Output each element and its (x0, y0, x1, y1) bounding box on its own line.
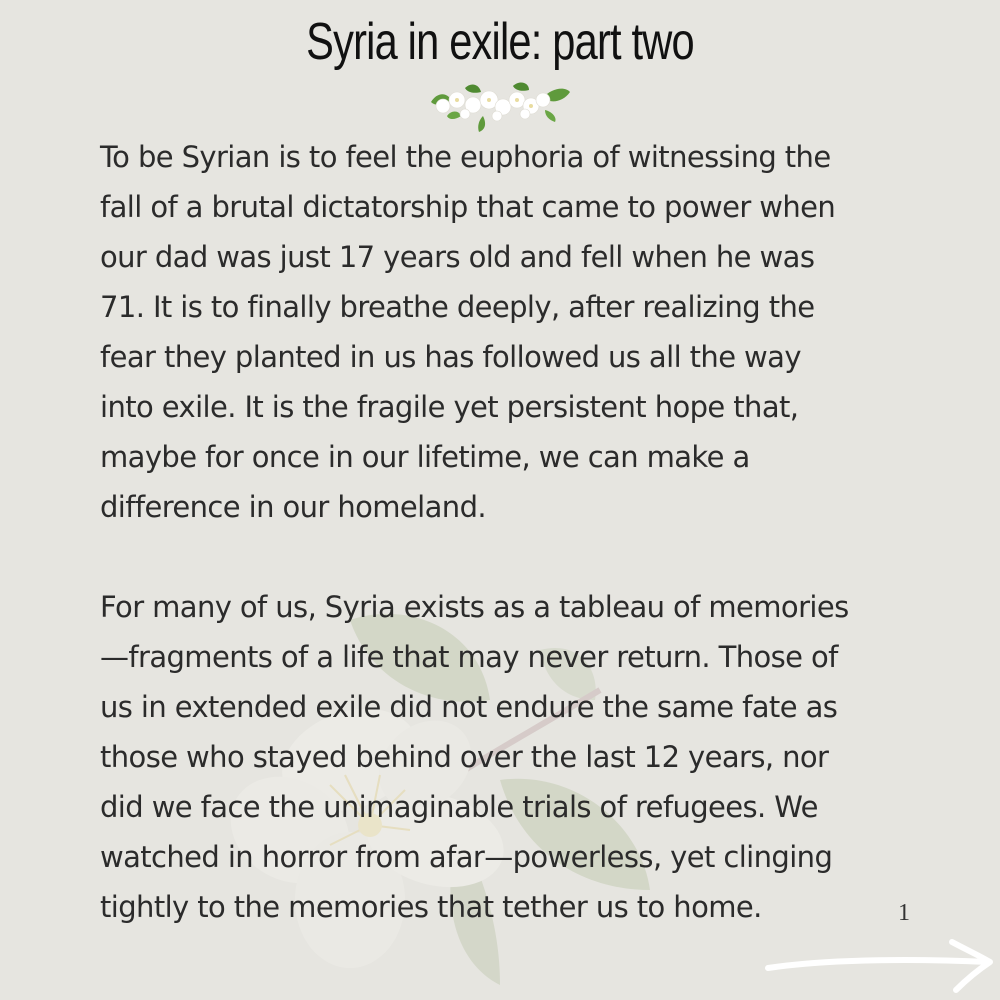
text-line: fear they planted in us has followed us all the way (100, 340, 801, 374)
text-line: tightly to the memories that tether us to home. (100, 890, 762, 924)
text-line: watched in horror from afar—powerless, yet clinging (100, 840, 833, 874)
text-line: maybe for once in our lifetime, we can make a (100, 440, 750, 474)
text-line: our dad was just 17 years old and fell when he was (100, 240, 815, 274)
text-line: difference in our homeland. (100, 490, 487, 524)
paragraph-1 (100, 132, 920, 532)
hand-drawn-arrow-right-icon[interactable] (762, 930, 1000, 1000)
article-body (100, 132, 920, 982)
text-line: us in extended exile did not endure the same fate as (100, 690, 838, 724)
text-line: did we face the unimaginable trials of refugees. We (100, 790, 818, 824)
text-line: into exile. It is the fragile yet persistent hope that, (100, 390, 799, 424)
paragraph-2 (100, 582, 920, 932)
text-line: To be Syrian is to feel the euphoria of witnessing the (100, 140, 831, 174)
page-title: Syria in exile: part two (306, 13, 694, 71)
text-line: For many of us, Syria exists as a tableau of memories (100, 590, 849, 624)
text-line: 71. It is to finally breathe deeply, after realizing the (100, 290, 815, 324)
text-line: fall of a brutal dictatorship that came to power when (100, 190, 836, 224)
page-number: 1 (898, 900, 910, 926)
jasmine-garland-icon (425, 80, 575, 135)
text-line: —fragments of a life that may never return. Those of (100, 640, 838, 674)
text-line: those who stayed behind over the last 12 years, nor (100, 740, 829, 774)
